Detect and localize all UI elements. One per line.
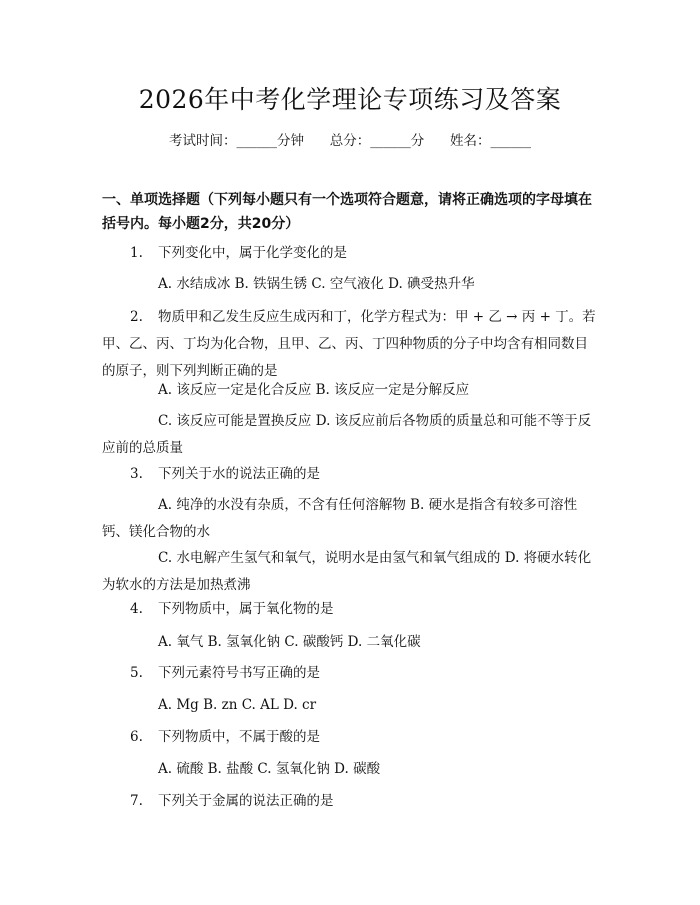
- question-6-number: 6.: [130, 729, 143, 745]
- question-2-stem: 2. 物质甲和乙发生反应生成丙和丁，化学方程式为：甲 + 乙 → 丙 + 丁。若甲、乙、丙、丁均为化合物，且甲、乙、丙、丁四种物质的分子中均含有相同数目的原子，则下列判断正确的是: [102, 304, 600, 385]
- question-5-stem: 5. 下列元素符号书写正确的是: [102, 660, 600, 687]
- question-3-options-line-1: A. 纯净的水没有杂质，不含有任何溶解物 B. 硬水是指含有较多可溶性钙、镁化合物的水: [102, 497, 578, 540]
- question-2-number: 2.: [130, 309, 143, 325]
- exam-time-field: 考试时间：______分钟: [169, 133, 304, 149]
- question-7-number: 7.: [130, 793, 143, 809]
- question-1-stem: 1. 下列变化中，属于化学变化的是: [102, 240, 600, 267]
- question-4-options: A. 氧气 B. 氢氧化钠 C. 碳酸钙 D. 二氧化碳: [158, 634, 421, 650]
- exam-meta: [0, 131, 700, 151]
- question-3-number: 3.: [130, 466, 143, 482]
- student-name-field: 姓名：______: [450, 133, 531, 149]
- question-4-stem: 4. 下列物质中，属于氧化物的是: [102, 596, 600, 623]
- question-5-number: 5.: [130, 665, 143, 681]
- question-5-options: A. Mg B. zn C. AL D. cr: [158, 697, 317, 713]
- question-2-options-line-2: C. 该反应可能是置换反应 D. 该反应前后各物质的质量总和可能不等于反应前的总质量: [102, 413, 592, 456]
- question-1-options: A. 水结成冰 B. 铁锅生锈 C. 空气液化 D. 碘受热升华: [158, 276, 475, 292]
- question-4-number: 4.: [130, 601, 143, 617]
- total-score-field: 总分：______分: [329, 133, 425, 149]
- question-1-number: 1.: [130, 245, 143, 261]
- question-2-options-line-1: A. 该反应一定是化合反应 B. 该反应一定是分解反应: [158, 382, 470, 398]
- question-6-options: A. 硫酸 B. 盐酸 C. 氢氧化钠 D. 碳酸: [158, 761, 381, 777]
- question-7-stem: 7. 下列关于金属的说法正确的是: [102, 788, 600, 815]
- question-3-stem: 3. 下列关于水的说法正确的是: [102, 461, 600, 488]
- question-3-options-line-2: C. 水电解产生氢气和氧气，说明水是由氢气和氧气组成的 D. 将硬水转化为软水的方法是加热煮沸: [102, 550, 592, 593]
- page-title: 2026年中考化学理论专项练习及答案: [138, 85, 562, 114]
- question-6-stem: 6. 下列物质中，不属于酸的是: [102, 724, 600, 751]
- section-heading: 一、单项选择题（下列每小题只有一个选项符合题意，请将正确选项的字母填在括号内。每小题2分，共20分）: [102, 192, 592, 232]
